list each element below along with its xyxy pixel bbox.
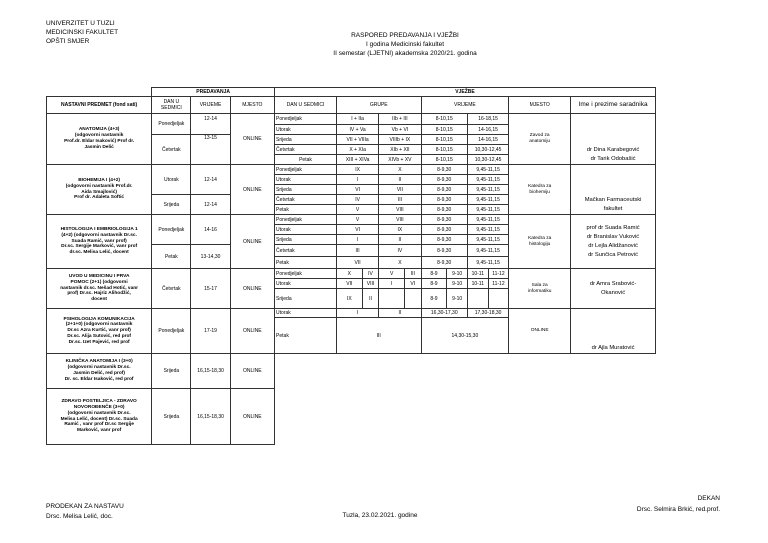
- exercise-time: 9-10: [447, 279, 468, 289]
- subject-psihologija: PSIHOLOGIJA KOMUNIKACIJA (2+1+0) (odgovorni nastavnik Dr.sc Azra Kurtić, vanr prof) Dr.sc. Alija Sutović, red prof Dr.sc. Izet Pajević, red prof: [47, 309, 152, 354]
- col-vj-time-header: VRIJEME: [421, 97, 509, 114]
- group: IV + Va: [336, 125, 378, 135]
- lecture-place: ONLINE: [230, 114, 274, 165]
- schedule-table: [46, 87, 656, 445]
- group: II: [379, 175, 421, 185]
- subject-klinicka-anatomija: KLINIČKA ANATOMIJA I (3+0) (odgovorni nastavnik Dr.sc. Jasmin Delić, red prof) Dr. sc. Eldar Isaković, red prof: [47, 354, 152, 389]
- exercise-time: 9-10: [447, 269, 468, 279]
- exercise-day: Petak: [275, 155, 337, 165]
- group: VIII: [379, 215, 421, 225]
- exercise-time: 8-9,30: [421, 245, 467, 257]
- lecture-time: 13-15: [191, 135, 230, 165]
- header-institution: [46, 19, 118, 46]
- exercise-time: 9-10: [447, 289, 468, 309]
- exercise-time: 8-10,15: [421, 145, 467, 155]
- university-name: UNIVERZITET U TUZLI: [46, 20, 115, 27]
- group: X: [379, 257, 421, 269]
- exercise-time: 8-9,30: [421, 235, 467, 245]
- exercise-time: 14-16,15: [467, 135, 508, 145]
- footer-prodekan: [46, 502, 124, 522]
- col-subject-header: NASTAVNI PREDMET (fond sati): [47, 97, 152, 114]
- dekan-title: DEKAN: [697, 495, 720, 502]
- exercise-place: Katedra za biohemiju: [509, 165, 571, 215]
- subject-zdravo-posteljica: ZDRAVO POSTELJICA - ZDRAVO NOVOROĐENČE (3+0) (odgovorni nastavnik Dr.sc. Melisa Lelić, docent) Dr.sc. Suada Ramić , vanr prof Dr.sc Sergije Marković, vanr prof: [47, 389, 152, 445]
- group: XIb + XII: [379, 145, 421, 155]
- exercise-place: Katedra za histologiju: [509, 215, 571, 269]
- exercise-time: 9,45-11,15: [467, 185, 508, 195]
- semester-line: II semestar (LJETNI) akademska 2020/21. godina: [333, 50, 477, 57]
- lecture-time: 16,15-18,30: [191, 354, 230, 389]
- exercise-day: Petak: [275, 205, 337, 215]
- group: I + IIa: [336, 114, 378, 125]
- lecture-day: Ponedjeljak: [152, 215, 191, 245]
- group: II: [379, 309, 421, 318]
- exercise-day: Utorak: [275, 279, 337, 289]
- exercise-day: Srijeda: [275, 185, 337, 195]
- group: I: [336, 309, 378, 318]
- group: IV: [379, 245, 421, 257]
- assistants-histologija: prof dr Suada Ramić dr Branislav Vuković dr Lejla Alidžanović dr Sunčica Petrović: [571, 215, 656, 269]
- exercise-day: Utorak: [275, 225, 337, 235]
- group: X: [379, 165, 421, 175]
- col-assistants-header: Ime i prezime saradnika: [571, 97, 656, 114]
- lecture-place: ONLINE: [230, 165, 274, 215]
- group: VI: [405, 279, 422, 289]
- vjezbe-header: VJEŽBE: [275, 88, 656, 97]
- lecture-time: 15-17: [191, 269, 230, 309]
- assistants-psihologija: dr Ajla Muratović: [571, 309, 656, 354]
- group: V: [379, 269, 405, 279]
- group: IX: [379, 225, 421, 235]
- group: IX: [336, 289, 362, 309]
- exercise-time: 9,45-11,15: [467, 257, 508, 269]
- lecture-day: Ponedjeljak: [152, 114, 191, 135]
- predavanja-header: PREDAVANJA: [152, 88, 275, 97]
- exercise-time: 8-9,30: [421, 225, 467, 235]
- col-day-header: DAN U SEDMICI: [152, 97, 191, 114]
- document-subtitle: I godina Medicinski fakultet: [365, 41, 445, 48]
- group: X: [336, 269, 362, 279]
- group: III: [336, 245, 378, 257]
- lecture-day: Četvrtak: [152, 135, 191, 165]
- exercise-time: 9,45-11,15: [467, 225, 508, 235]
- lecture-place: ONLINE: [230, 215, 274, 269]
- exercise-time: 8-9,30: [421, 175, 467, 185]
- exercise-time: 16,30-17,30: [421, 309, 467, 318]
- exercise-time: 8-9: [421, 279, 447, 289]
- footer-place-date: [300, 511, 460, 520]
- exercise-day: Četvrtak: [275, 245, 337, 257]
- exercise-day: Ponedjeljak: [275, 269, 337, 279]
- exercise-day: Srijeda: [275, 289, 337, 309]
- lecture-day: Srijeda: [152, 354, 191, 389]
- lecture-time: 17-19: [191, 309, 230, 354]
- group: IV: [362, 269, 379, 279]
- document-title: RASPORED PREDAVANJA I VJEŽBI: [351, 32, 459, 39]
- exercise-day: Ponedjeljak: [275, 114, 337, 125]
- lecture-place: ONLINE: [230, 354, 274, 389]
- exercise-time: 8-10,15: [421, 155, 467, 165]
- exercise-day: Utorak: [275, 175, 337, 185]
- exercise-place: Sala za informatiku: [509, 269, 571, 309]
- group: III: [405, 269, 422, 279]
- exercise-time: 9,45-11,15: [467, 245, 508, 257]
- exercise-time: 11-12: [488, 269, 509, 279]
- lecture-day: Srijeda: [152, 389, 191, 445]
- col-place-header: MJESTO: [230, 97, 274, 114]
- lecture-day: Petak: [152, 245, 191, 269]
- exercise-day: Petak: [275, 318, 337, 354]
- prodekan-title: PRODEKAN ZA NASTAVU: [46, 503, 124, 510]
- exercise-day: Ponedjeljak: [275, 165, 337, 175]
- group: XIVb + XV: [379, 155, 421, 165]
- group: VIII: [362, 279, 379, 289]
- subject-histologija: HISTOLOGIJA I EMBRIOLOGIJA 1 (4+2) (odgovorni nastavnik Dr.sc. Suada Ramić, vanr prof) Dr.sc. Sergije Marković, vanr prof dr.sc. Melisa Lelić, docent: [47, 215, 152, 269]
- group: I: [336, 175, 378, 185]
- header-title-block: [250, 31, 560, 58]
- group: VII + VIIIa: [336, 135, 378, 145]
- lecture-day: Ponedjeljak: [152, 309, 191, 354]
- exercise-time: 8-9: [421, 289, 447, 309]
- subject-anatomija: ANATOMIJA (4+3) (odgovorni nastavnik Prof.dr. Eldar Isaković) Prof dr. Jasmin Delić: [47, 114, 152, 165]
- exercise-time: 9,45-11,15: [467, 165, 508, 175]
- col-groups-header: GRUPE: [336, 97, 421, 114]
- exercise-time: 8-9,30: [421, 195, 467, 205]
- exercise-day: Srijeda: [275, 235, 337, 245]
- exercise-day: Utorak: [275, 125, 337, 135]
- footer-dekan: [580, 493, 720, 515]
- assistants-uvod: dr Amra Srabović- Okanović: [571, 269, 656, 309]
- dekan-name: Drsc. Selmira Brkić, red.prof.: [636, 506, 720, 513]
- subject-biohemija: BIOHEMIJA I (4+2) (odgovorni nastavnik Prof.dr. Aida Smajlović) Prof dr. Adaleta Softić: [47, 165, 152, 215]
- lecture-time: 12-14: [191, 114, 230, 135]
- lecture-time: 14-16: [191, 215, 230, 245]
- group: XIII + XIVa: [336, 155, 378, 165]
- group: VII: [379, 185, 421, 195]
- group: VII: [336, 257, 378, 269]
- lecture-day: Utorak: [152, 165, 191, 195]
- group: Vb + VI: [379, 125, 421, 135]
- exercise-day: Četvrtak: [275, 195, 337, 205]
- lecture-day: Četvrtak: [152, 269, 191, 309]
- prodekan-name: Drsc. Melisa Lelić, doc.: [46, 513, 113, 520]
- group: VIIIb + IX: [379, 135, 421, 145]
- col-time-header: VRIJEME: [191, 97, 230, 114]
- exercise-time: 8-9: [421, 269, 447, 279]
- program-name: OPŠTI SMJER: [46, 38, 90, 45]
- exercise-time: 9,45-11,15: [467, 215, 508, 225]
- exercise-place: Zavod za anatomiju: [509, 114, 571, 165]
- group: II: [379, 235, 421, 245]
- faculty-name: MEDICINSKI FAKULTET: [46, 29, 119, 36]
- group: VI: [336, 185, 378, 195]
- exercise-time: 10,30-12,45: [467, 145, 508, 155]
- exercise-place: ONLINE: [509, 309, 571, 354]
- exercise-time: 10-11: [467, 279, 488, 289]
- exercise-time: 9,45-11,15: [467, 235, 508, 245]
- place-date: Tuzla, 23.02.2021. godine: [342, 512, 418, 519]
- group: V: [336, 205, 378, 215]
- exercise-time: 14-16,15: [467, 125, 508, 135]
- exercise-time: 8-9,30: [421, 215, 467, 225]
- exercise-day: Petak: [275, 257, 337, 269]
- lecture-place: ONLINE: [230, 389, 274, 445]
- group: IIb + III: [379, 114, 421, 125]
- lecture-time: 13-14,30: [191, 245, 230, 269]
- col-vj-place-header: MJESTO: [509, 97, 571, 114]
- lecture-day: Srijeda: [152, 195, 191, 215]
- exercise-day: Ponedjeljak: [275, 215, 337, 225]
- group: X + XIa: [336, 145, 378, 155]
- group: I: [336, 235, 378, 245]
- group: III: [379, 195, 421, 205]
- group: IX: [336, 165, 378, 175]
- group: VI: [336, 225, 378, 235]
- assistants-biohemija: Mačkan Farmaceutski fakultet: [571, 165, 656, 215]
- lecture-time: 16,15-18,30: [191, 389, 230, 445]
- assistants-anatomija: dr Dina Karabegović dr Tarik Odobašić: [571, 114, 656, 165]
- group: IV: [336, 195, 378, 205]
- exercise-time: 8-9,30: [421, 205, 467, 215]
- group: VII: [336, 279, 362, 289]
- exercise-time: 17,30-18,30: [467, 309, 508, 318]
- col-vj-day-header: DAN U SEDMICI: [275, 97, 337, 114]
- exercise-time: 10-11: [467, 269, 488, 279]
- group: VIII: [379, 205, 421, 215]
- exercise-time: 10,30-12,45: [467, 155, 508, 165]
- exercise-time: 14,30-15,30: [421, 318, 509, 354]
- group: III: [336, 318, 421, 354]
- exercise-time: 9,45-11,15: [467, 205, 508, 215]
- exercise-time: 8-9,30: [421, 165, 467, 175]
- exercise-day: Četvrtak: [275, 145, 337, 155]
- exercise-day: Srijeda: [275, 135, 337, 145]
- exercise-time: 16-18,15: [467, 114, 508, 125]
- group: V: [336, 215, 378, 225]
- group: I: [379, 279, 405, 289]
- lecture-place: ONLINE: [230, 309, 274, 354]
- exercise-time: 8-10,15: [421, 125, 467, 135]
- exercise-time: 8-10,15: [421, 135, 467, 145]
- exercise-time: 11-12: [488, 279, 509, 289]
- lecture-place: ONLINE: [230, 269, 274, 309]
- exercise-time: 8-9,30: [421, 185, 467, 195]
- exercise-time: 8-9,30: [421, 257, 467, 269]
- exercise-time: 9,45-11,15: [467, 195, 508, 205]
- lecture-time: 12-14: [191, 165, 230, 195]
- group: II: [362, 289, 379, 309]
- exercise-time: 9,45-11,15: [467, 175, 508, 185]
- exercise-day: Utorak: [275, 309, 337, 318]
- lecture-time: 12-14: [191, 195, 230, 215]
- subject-uvod: UVOD U MEDICINU I PRVA POMOC (2+1) (odgovorni nastavnik dr.sc. Nešad Hotić, vanr prof) Dr.sc. Hajriz Alihodžić, docent: [47, 269, 152, 309]
- exercise-time: 8-10,15: [421, 114, 467, 125]
